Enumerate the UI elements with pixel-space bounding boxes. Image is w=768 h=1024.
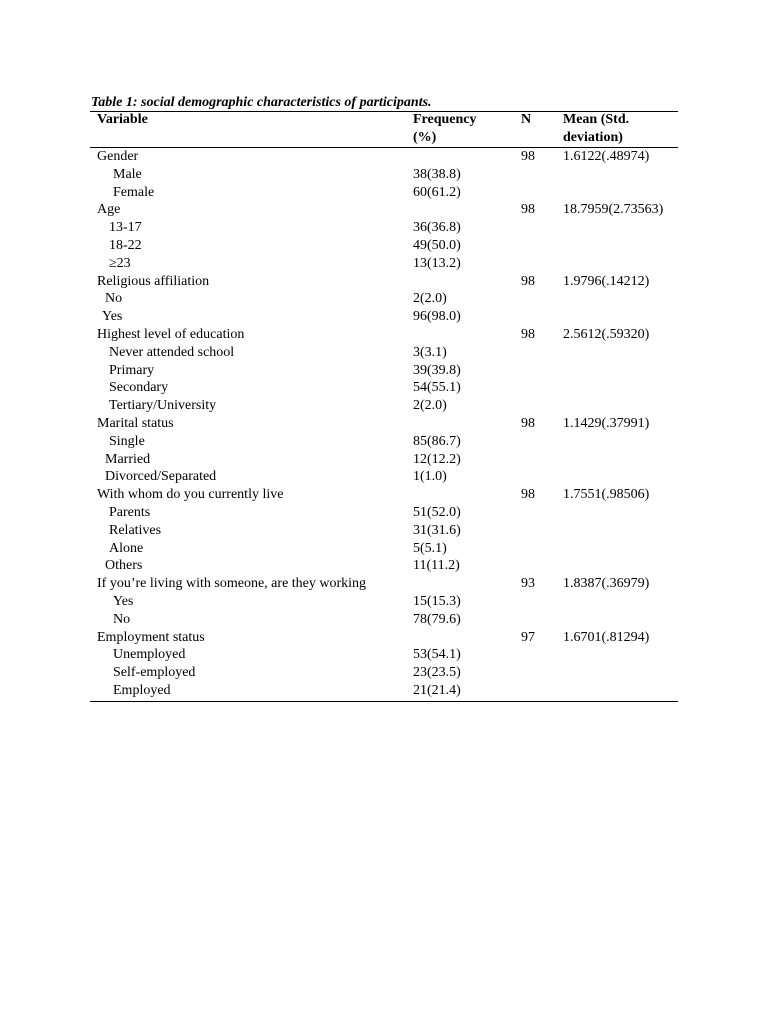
row-frequency: 78(79.6) — [413, 611, 461, 627]
row-label: Relatives — [109, 522, 162, 538]
header-frequency-line1: Frequency — [413, 112, 477, 127]
row-n: 98 — [521, 273, 535, 289]
row-label: Age — [97, 202, 121, 218]
header-n: N — [521, 112, 532, 127]
row-label: Unemployed — [113, 647, 186, 663]
table-row — [0, 433, 768, 451]
table-row — [0, 237, 768, 255]
row-frequency: 85(86.7) — [413, 433, 461, 449]
row-frequency: 60(61.2) — [413, 184, 461, 200]
row-label: Parents — [109, 504, 151, 520]
table-row — [0, 255, 768, 273]
row-label: No — [113, 611, 131, 627]
row-label: Tertiary/University — [109, 398, 217, 414]
row-label: Religious affiliation — [97, 273, 210, 289]
row-label: Yes — [113, 593, 134, 609]
row-frequency: 12(12.2) — [413, 451, 461, 467]
row-frequency: 21(21.4) — [413, 682, 461, 698]
table-row — [0, 629, 768, 647]
row-n: 98 — [521, 487, 535, 503]
row-frequency: 5(5.1) — [413, 540, 447, 556]
row-frequency: 53(54.1) — [413, 647, 461, 663]
table-row — [0, 646, 768, 664]
table-row — [0, 166, 768, 184]
row-label: Female — [113, 184, 155, 200]
table-bottom-rule — [90, 701, 678, 702]
header-frequency — [413, 111, 503, 147]
table-row — [0, 201, 768, 219]
header-frequency-line2: (%) — [413, 130, 437, 145]
row-label: Self-employed — [113, 665, 196, 681]
table-row — [0, 148, 768, 166]
row-label: Others — [105, 558, 143, 574]
table-row — [0, 682, 768, 700]
row-label: Married — [105, 451, 151, 467]
row-n: 98 — [521, 202, 535, 218]
table-row — [0, 415, 768, 433]
row-mean: 1.6701(.81294) — [563, 629, 650, 645]
row-frequency: 13(13.2) — [413, 255, 461, 271]
row-label: 18-22 — [109, 237, 142, 253]
row-label: Employment status — [97, 629, 205, 645]
table-row — [0, 326, 768, 344]
row-frequency: 11(11.2) — [413, 558, 460, 574]
row-label: Marital status — [97, 415, 174, 431]
table-row — [0, 219, 768, 237]
row-label: Never attended school — [109, 344, 235, 360]
row-label: 13-17 — [109, 220, 142, 236]
table-row — [0, 379, 768, 397]
table-row — [0, 540, 768, 558]
row-label: If you’re living with someone, are they working — [97, 576, 367, 592]
table-row — [0, 611, 768, 629]
row-frequency: 36(36.8) — [413, 220, 461, 236]
row-label: Secondary — [109, 380, 169, 396]
row-label: Single — [109, 433, 145, 449]
row-label: ≥23 — [109, 255, 131, 271]
table-row — [0, 273, 768, 291]
table-row — [0, 451, 768, 469]
row-mean: 1.9796(.14212) — [563, 273, 650, 289]
row-frequency: 3(3.1) — [413, 344, 447, 360]
row-mean: 1.7551(.98506) — [563, 487, 650, 503]
table-row — [0, 397, 768, 415]
header-mean — [563, 111, 673, 147]
row-label: Primary — [109, 362, 155, 378]
row-frequency: 1(1.0) — [413, 469, 447, 485]
table-row — [0, 593, 768, 611]
table-row — [0, 468, 768, 486]
table-row — [0, 522, 768, 540]
table-caption: Table 1: social demographic characteristics of participants. — [91, 95, 432, 110]
row-frequency: 31(31.6) — [413, 522, 461, 538]
row-frequency: 23(23.5) — [413, 665, 461, 681]
row-label: Highest level of education — [97, 326, 245, 342]
row-n: 97 — [521, 629, 535, 645]
row-label: With whom do you currently live — [97, 487, 284, 503]
table-row — [0, 575, 768, 593]
row-n: 98 — [521, 326, 535, 342]
row-n: 98 — [521, 149, 535, 164]
row-label: Yes — [102, 309, 123, 325]
row-mean: 1.8387(.36979) — [563, 576, 650, 592]
row-mean: 1.6122(.48974) — [563, 149, 650, 164]
row-frequency: 96(98.0) — [413, 309, 461, 325]
header-mean-line1: Mean (Std. — [563, 112, 630, 127]
row-label: Male — [113, 166, 142, 182]
header-mean-line2: deviation) — [563, 130, 623, 145]
row-n: 93 — [521, 576, 535, 592]
table-row — [0, 504, 768, 522]
row-mean: 2.5612(.59320) — [563, 326, 650, 342]
row-frequency: 39(39.8) — [413, 362, 461, 378]
row-label: Alone — [109, 540, 144, 556]
row-mean: 18.7959(2.73563) — [563, 202, 664, 218]
table-row — [0, 486, 768, 504]
row-label: No — [105, 291, 123, 307]
row-label: Employed — [113, 682, 171, 698]
row-frequency: 15(15.3) — [413, 593, 461, 609]
table-row — [0, 184, 768, 202]
row-frequency: 51(52.0) — [413, 504, 461, 520]
table-row — [0, 344, 768, 362]
table-row — [0, 290, 768, 308]
table-row — [0, 362, 768, 380]
row-frequency: 2(2.0) — [413, 398, 447, 414]
table-row — [0, 664, 768, 682]
row-frequency: 38(38.8) — [413, 166, 461, 182]
row-frequency: 2(2.0) — [413, 291, 447, 307]
table-body — [0, 148, 768, 700]
header-variable: Variable — [97, 112, 148, 127]
row-label: Divorced/Separated — [105, 469, 217, 485]
row-frequency: 49(50.0) — [413, 237, 461, 253]
row-frequency: 54(55.1) — [413, 380, 461, 396]
row-mean: 1.1429(.37991) — [563, 415, 650, 431]
table-row — [0, 308, 768, 326]
row-label: Gender — [97, 149, 139, 164]
table-row — [0, 557, 768, 575]
row-n: 98 — [521, 415, 535, 431]
